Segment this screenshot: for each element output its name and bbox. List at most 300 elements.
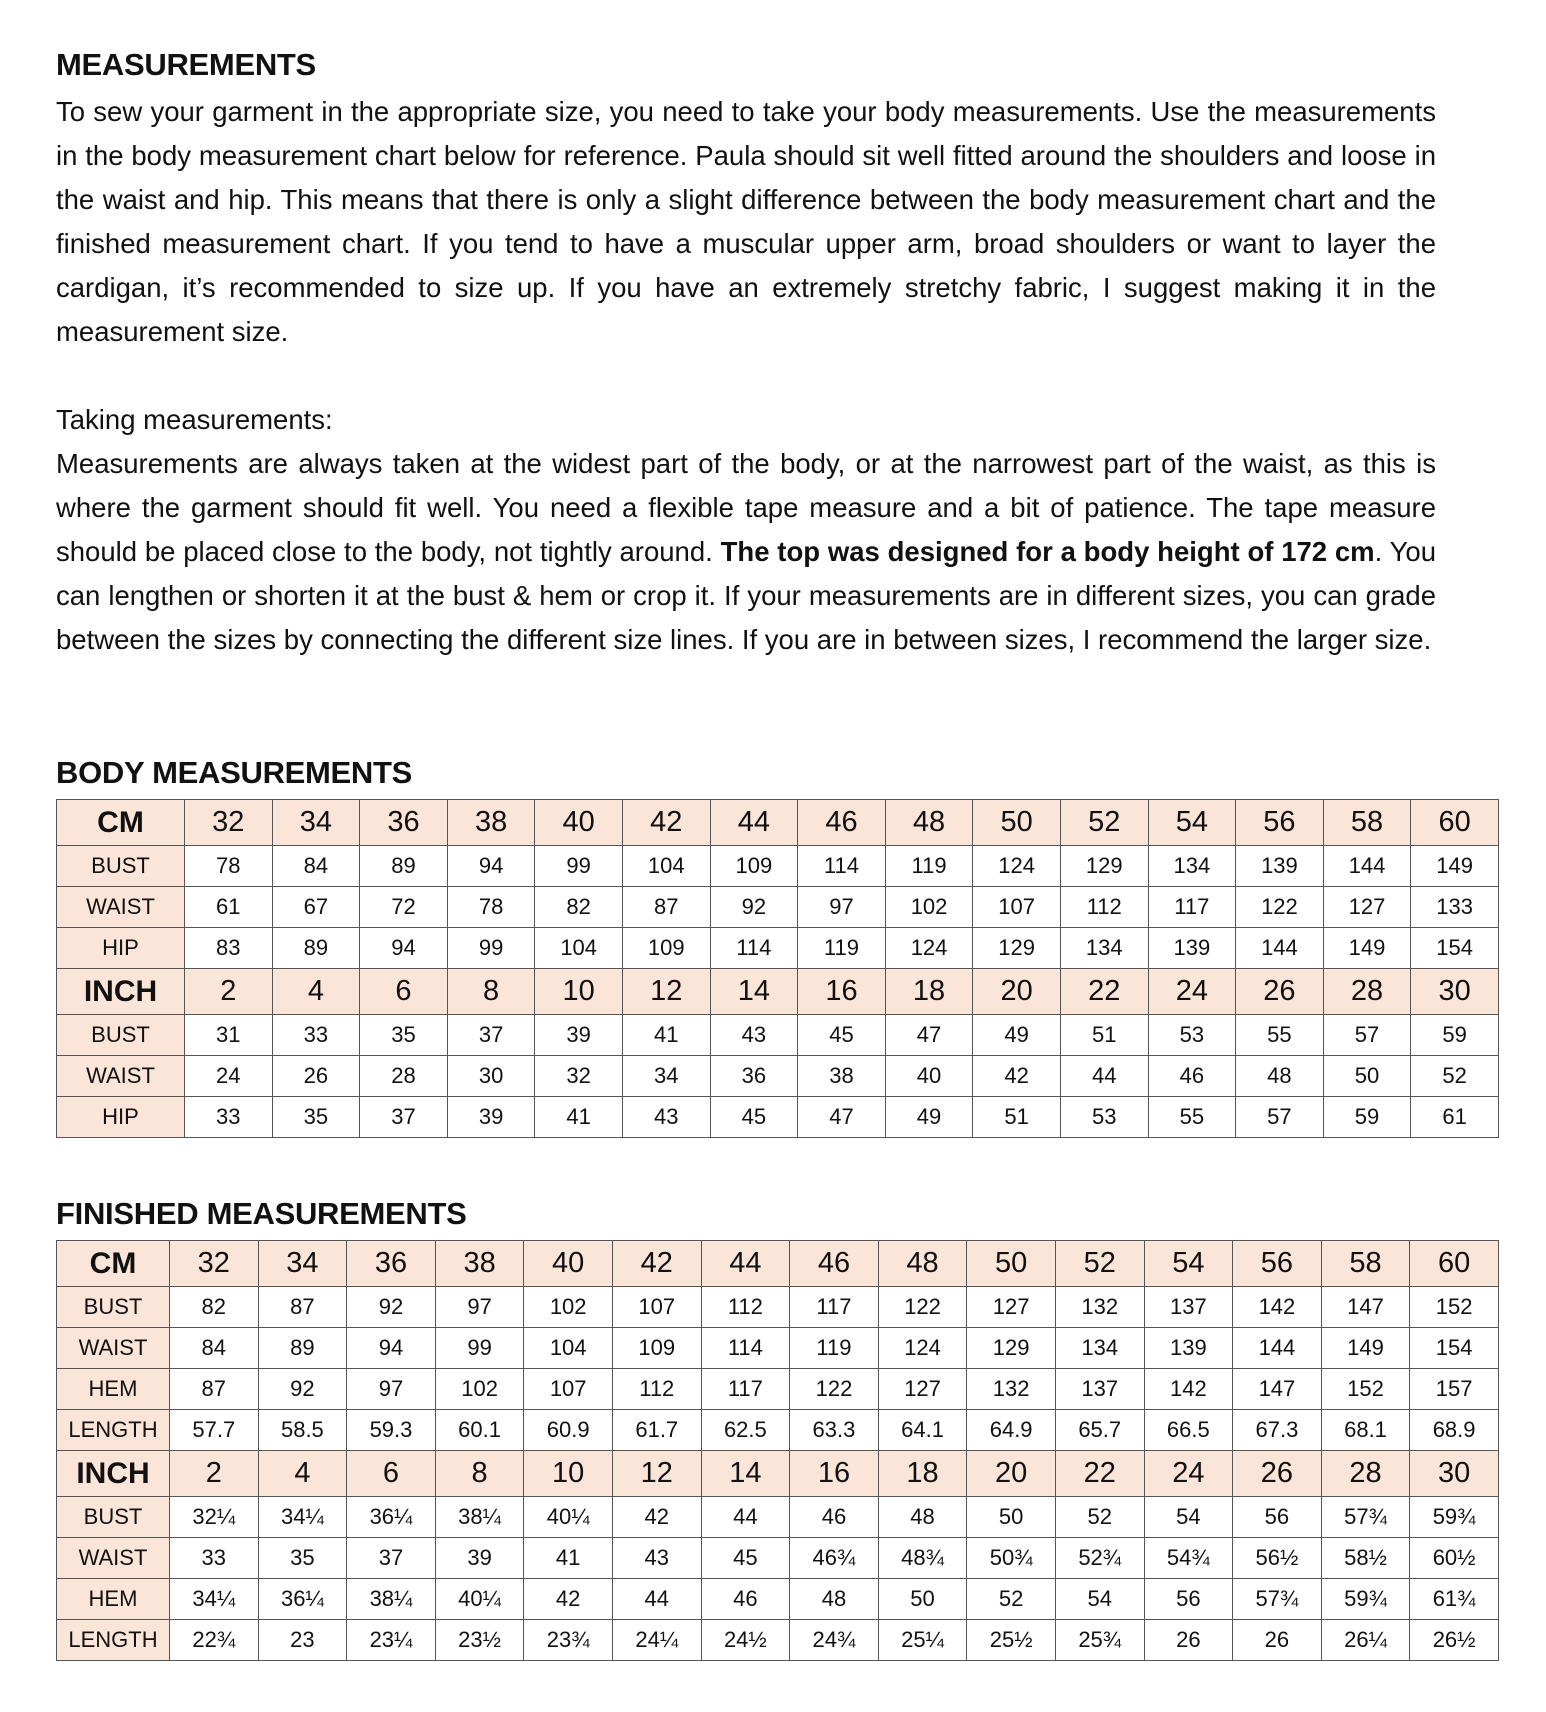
row-label: BUST (57, 1497, 170, 1538)
size-cell: 30 (1411, 969, 1499, 1015)
size-cell: 38 (447, 800, 535, 846)
measure-row-length-inch (57, 1620, 1499, 1661)
value-cell: 44 (701, 1497, 790, 1538)
measure-row-hem-inch (57, 1579, 1499, 1620)
size-cell: 44 (701, 1241, 790, 1287)
value-cell: 58.5 (258, 1410, 347, 1451)
value-cell: 62.5 (701, 1410, 790, 1451)
value-cell: 67 (272, 887, 360, 928)
value-cell: 117 (701, 1369, 790, 1410)
size-cell: 50 (967, 1241, 1056, 1287)
value-cell: 46 (1148, 1056, 1236, 1097)
value-cell: 48 (878, 1497, 967, 1538)
size-cell: 10 (524, 1451, 613, 1497)
value-cell: 109 (612, 1328, 701, 1369)
value-cell: 43 (622, 1097, 710, 1138)
row-label: WAIST (57, 1056, 185, 1097)
value-cell: 134 (1060, 928, 1148, 969)
value-cell: 59 (1323, 1097, 1411, 1138)
value-cell: 24¼ (612, 1620, 701, 1661)
value-cell: 40¼ (524, 1497, 613, 1538)
value-cell: 134 (1148, 846, 1236, 887)
value-cell: 102 (885, 887, 973, 928)
value-cell: 137 (1055, 1369, 1144, 1410)
value-cell: 127 (878, 1369, 967, 1410)
value-cell: 104 (524, 1328, 613, 1369)
value-cell: 22¾ (170, 1620, 259, 1661)
value-cell: 60.1 (435, 1410, 524, 1451)
value-cell: 83 (185, 928, 273, 969)
value-cell: 92 (710, 887, 798, 928)
value-cell: 84 (272, 846, 360, 887)
value-cell: 23 (258, 1620, 347, 1661)
value-cell: 59¾ (1321, 1579, 1410, 1620)
size-header-row-cm (57, 1241, 1499, 1287)
size-cell: 14 (710, 969, 798, 1015)
value-cell: 57.7 (170, 1410, 259, 1451)
value-cell: 87 (258, 1287, 347, 1328)
value-cell: 25½ (967, 1620, 1056, 1661)
size-cell: 2 (170, 1451, 259, 1497)
measure-row-hip-inch (57, 1097, 1499, 1138)
size-cell: 54 (1148, 800, 1236, 846)
size-cell: 8 (435, 1451, 524, 1497)
value-cell: 139 (1144, 1328, 1233, 1369)
value-cell: 147 (1321, 1287, 1410, 1328)
value-cell: 99 (447, 928, 535, 969)
value-cell: 139 (1236, 846, 1324, 887)
value-cell: 87 (170, 1369, 259, 1410)
size-cell: 34 (258, 1241, 347, 1287)
value-cell: 35 (360, 1015, 448, 1056)
size-cell: 50 (973, 800, 1061, 846)
value-cell: 154 (1411, 928, 1499, 969)
value-cell: 44 (1060, 1056, 1148, 1097)
measure-row-waist-inch (57, 1056, 1499, 1097)
size-cell: 56 (1233, 1241, 1322, 1287)
value-cell: 129 (973, 928, 1061, 969)
size-cell: 12 (622, 969, 710, 1015)
value-cell: 64.9 (967, 1410, 1056, 1451)
size-cell: 54 (1144, 1241, 1233, 1287)
value-cell: 144 (1323, 846, 1411, 887)
unit-label-cm: CM (57, 800, 185, 846)
size-cell: 60 (1411, 800, 1499, 846)
size-cell: 58 (1323, 800, 1411, 846)
value-cell: 61.7 (612, 1410, 701, 1451)
value-cell: 51 (973, 1097, 1061, 1138)
value-cell: 78 (447, 887, 535, 928)
value-cell: 42 (524, 1579, 613, 1620)
value-cell: 37 (447, 1015, 535, 1056)
value-cell: 139 (1148, 928, 1236, 969)
size-cell: 42 (622, 800, 710, 846)
value-cell: 49 (973, 1015, 1061, 1056)
value-cell: 149 (1321, 1328, 1410, 1369)
value-cell: 51 (1060, 1015, 1148, 1056)
row-label: WAIST (57, 1538, 170, 1579)
value-cell: 53 (1148, 1015, 1236, 1056)
size-cell: 4 (272, 969, 360, 1015)
value-cell: 26 (272, 1056, 360, 1097)
value-cell: 54 (1144, 1497, 1233, 1538)
value-cell: 41 (535, 1097, 623, 1138)
value-cell: 35 (272, 1097, 360, 1138)
row-label: LENGTH (57, 1410, 170, 1451)
value-cell: 50 (967, 1497, 1056, 1538)
value-cell: 137 (1144, 1287, 1233, 1328)
size-cell: 32 (185, 800, 273, 846)
row-label: HIP (57, 928, 185, 969)
row-label: BUST (57, 1287, 170, 1328)
value-cell: 56 (1233, 1497, 1322, 1538)
value-cell: 42 (973, 1056, 1061, 1097)
size-cell: 28 (1323, 969, 1411, 1015)
value-cell: 59.3 (347, 1410, 436, 1451)
value-cell: 26 (1233, 1620, 1322, 1661)
size-cell: 46 (798, 800, 886, 846)
size-cell: 10 (535, 969, 623, 1015)
value-cell: 55 (1236, 1015, 1324, 1056)
size-cell: 32 (170, 1241, 259, 1287)
size-cell: 44 (710, 800, 798, 846)
row-label: LENGTH (57, 1620, 170, 1661)
value-cell: 30 (447, 1056, 535, 1097)
size-cell: 20 (973, 969, 1061, 1015)
value-cell: 59 (1411, 1015, 1499, 1056)
size-cell: 60 (1410, 1241, 1499, 1287)
value-cell: 127 (1323, 887, 1411, 928)
value-cell: 53 (1060, 1097, 1148, 1138)
value-cell: 134 (1055, 1328, 1144, 1369)
measure-row-bust-cm (57, 1287, 1499, 1328)
value-cell: 147 (1233, 1369, 1322, 1410)
value-cell: 114 (701, 1328, 790, 1369)
value-cell: 109 (622, 928, 710, 969)
value-cell: 149 (1323, 928, 1411, 969)
value-cell: 24½ (701, 1620, 790, 1661)
value-cell: 107 (612, 1287, 701, 1328)
value-cell: 61¾ (1410, 1579, 1499, 1620)
value-cell: 124 (878, 1328, 967, 1369)
value-cell: 24¾ (790, 1620, 879, 1661)
value-cell: 57¾ (1321, 1497, 1410, 1538)
value-cell: 52 (1411, 1056, 1499, 1097)
value-cell: 99 (535, 846, 623, 887)
value-cell: 104 (535, 928, 623, 969)
value-cell: 31 (185, 1015, 273, 1056)
measure-row-length-cm (57, 1410, 1499, 1451)
value-cell: 94 (447, 846, 535, 887)
value-cell: 89 (272, 928, 360, 969)
value-cell: 23¾ (524, 1620, 613, 1661)
size-cell: 6 (360, 969, 448, 1015)
value-cell: 117 (790, 1287, 879, 1328)
value-cell: 25¾ (1055, 1620, 1144, 1661)
value-cell: 35 (258, 1538, 347, 1579)
value-cell: 45 (798, 1015, 886, 1056)
value-cell: 48 (790, 1579, 879, 1620)
value-cell: 38¼ (347, 1579, 436, 1620)
value-cell: 38¼ (435, 1497, 524, 1538)
value-cell: 39 (447, 1097, 535, 1138)
value-cell: 41 (622, 1015, 710, 1056)
value-cell: 38 (798, 1056, 886, 1097)
value-cell: 24 (185, 1056, 273, 1097)
value-cell: 25¼ (878, 1620, 967, 1661)
size-cell: 30 (1410, 1451, 1499, 1497)
value-cell: 133 (1411, 887, 1499, 928)
value-cell: 33 (170, 1538, 259, 1579)
finished-measurements-title: FINISHED MEASUREMENTS (56, 1196, 467, 1231)
value-cell: 50¾ (967, 1538, 1056, 1579)
value-cell: 61 (1411, 1097, 1499, 1138)
value-cell: 72 (360, 887, 448, 928)
size-cell: 48 (878, 1241, 967, 1287)
value-cell: 54¾ (1144, 1538, 1233, 1579)
size-cell: 46 (790, 1241, 879, 1287)
measure-row-waist-cm (57, 887, 1499, 928)
value-cell: 102 (435, 1369, 524, 1410)
value-cell: 47 (798, 1097, 886, 1138)
size-cell: 42 (612, 1241, 701, 1287)
value-cell: 50 (1323, 1056, 1411, 1097)
value-cell: 52¾ (1055, 1538, 1144, 1579)
size-cell: 18 (885, 969, 973, 1015)
size-cell: 16 (790, 1451, 879, 1497)
size-cell: 24 (1144, 1451, 1233, 1497)
value-cell: 132 (1055, 1287, 1144, 1328)
taking-text-part-1: Measurements are always taken at the widest part of the body, or at the narrowest part of the waist, as this is where the garment should fit well. You need a flexible tape measure and a bit of patience. The tape measure should be placed close to the body, not tightly around. (56, 448, 1436, 567)
value-cell: 57¾ (1233, 1579, 1322, 1620)
size-cell: 26 (1233, 1451, 1322, 1497)
value-cell: 84 (170, 1328, 259, 1369)
value-cell: 142 (1233, 1287, 1322, 1328)
value-cell: 43 (710, 1015, 798, 1056)
value-cell: 152 (1410, 1287, 1499, 1328)
size-cell: 38 (435, 1241, 524, 1287)
value-cell: 68.9 (1410, 1410, 1499, 1451)
value-cell: 47 (885, 1015, 973, 1056)
value-cell: 36¼ (347, 1497, 436, 1538)
size-cell: 22 (1055, 1451, 1144, 1497)
value-cell: 92 (347, 1287, 436, 1328)
value-cell: 40¼ (435, 1579, 524, 1620)
row-label: WAIST (57, 887, 185, 928)
value-cell: 122 (790, 1369, 879, 1410)
value-cell: 34¼ (170, 1579, 259, 1620)
value-cell: 112 (612, 1369, 701, 1410)
size-cell: 12 (612, 1451, 701, 1497)
value-cell: 152 (1321, 1369, 1410, 1410)
size-cell: 56 (1236, 800, 1324, 846)
size-cell: 58 (1321, 1241, 1410, 1287)
size-cell: 18 (878, 1451, 967, 1497)
value-cell: 124 (973, 846, 1061, 887)
value-cell: 49 (885, 1097, 973, 1138)
size-header-row-inch (57, 969, 1499, 1015)
row-label: HEM (57, 1369, 170, 1410)
value-cell: 122 (878, 1287, 967, 1328)
value-cell: 109 (710, 846, 798, 887)
size-cell: 52 (1060, 800, 1148, 846)
value-cell: 23½ (435, 1620, 524, 1661)
value-cell: 56 (1144, 1579, 1233, 1620)
value-cell: 129 (1060, 846, 1148, 887)
value-cell: 154 (1410, 1328, 1499, 1369)
taking-measurements-text (56, 442, 1436, 662)
value-cell: 33 (185, 1097, 273, 1138)
row-label: WAIST (57, 1328, 170, 1369)
measurements-title: MEASUREMENTS (56, 47, 316, 82)
value-cell: 119 (798, 928, 886, 969)
value-cell: 119 (790, 1328, 879, 1369)
size-cell: 36 (347, 1241, 436, 1287)
size-cell: 16 (798, 969, 886, 1015)
taking-text-part-2: . You can lengthen or shorten it at the bust & hem or crop it. If your measurements are in different sizes, you can grade between the sizes by connecting the different size lines. If you are in between sizes, I recommend the larger size. (56, 536, 1436, 655)
value-cell: 114 (710, 928, 798, 969)
size-cell: 24 (1148, 969, 1236, 1015)
value-cell: 104 (622, 846, 710, 887)
size-cell: 20 (967, 1451, 1056, 1497)
value-cell: 26¼ (1321, 1620, 1410, 1661)
unit-label-inch: INCH (57, 969, 185, 1015)
value-cell: 99 (435, 1328, 524, 1369)
value-cell: 92 (258, 1369, 347, 1410)
value-cell: 39 (535, 1015, 623, 1056)
size-cell: 36 (360, 800, 448, 846)
value-cell: 94 (360, 928, 448, 969)
size-cell: 22 (1060, 969, 1148, 1015)
size-cell: 28 (1321, 1451, 1410, 1497)
value-cell: 94 (347, 1328, 436, 1369)
value-cell: 89 (258, 1328, 347, 1369)
value-cell: 127 (967, 1287, 1056, 1328)
value-cell: 57 (1323, 1015, 1411, 1056)
measure-row-hem-cm (57, 1369, 1499, 1410)
value-cell: 149 (1411, 846, 1499, 887)
size-cell: 4 (258, 1451, 347, 1497)
taking-measurements-heading: Taking measurements: (56, 404, 333, 435)
value-cell: 67.3 (1233, 1410, 1322, 1451)
value-cell: 97 (435, 1287, 524, 1328)
value-cell: 61 (185, 887, 273, 928)
row-label: BUST (57, 846, 185, 887)
row-label: HIP (57, 1097, 185, 1138)
value-cell: 102 (524, 1287, 613, 1328)
value-cell: 117 (1148, 887, 1236, 928)
value-cell: 112 (1060, 887, 1148, 928)
value-cell: 46 (701, 1579, 790, 1620)
value-cell: 36¼ (258, 1579, 347, 1620)
value-cell: 157 (1410, 1369, 1499, 1410)
value-cell: 39 (435, 1538, 524, 1579)
value-cell: 63.3 (790, 1410, 879, 1451)
value-cell: 44 (612, 1579, 701, 1620)
value-cell: 124 (885, 928, 973, 969)
value-cell: 97 (347, 1369, 436, 1410)
value-cell: 64.1 (878, 1410, 967, 1451)
value-cell: 107 (973, 887, 1061, 928)
size-cell: 8 (447, 969, 535, 1015)
value-cell: 48 (1236, 1056, 1324, 1097)
value-cell: 52 (967, 1579, 1056, 1620)
value-cell: 144 (1233, 1328, 1322, 1369)
measure-row-waist-inch (57, 1538, 1499, 1579)
size-cell: 40 (524, 1241, 613, 1287)
value-cell: 48¾ (878, 1538, 967, 1579)
value-cell: 32¼ (170, 1497, 259, 1538)
value-cell: 56½ (1233, 1538, 1322, 1579)
measure-row-hip-cm (57, 928, 1499, 969)
row-label: HEM (57, 1579, 170, 1620)
body-height-note: The top was designed for a body height of 172 cm (720, 536, 1375, 567)
value-cell: 59¾ (1410, 1497, 1499, 1538)
value-cell: 37 (360, 1097, 448, 1138)
value-cell: 78 (185, 846, 273, 887)
value-cell: 66.5 (1144, 1410, 1233, 1451)
value-cell: 45 (710, 1097, 798, 1138)
value-cell: 34¼ (258, 1497, 347, 1538)
value-cell: 60½ (1410, 1538, 1499, 1579)
value-cell: 50 (878, 1579, 967, 1620)
size-header-row-inch (57, 1451, 1499, 1497)
value-cell: 58½ (1321, 1538, 1410, 1579)
body-measurements-table (56, 799, 1499, 1138)
value-cell: 82 (170, 1287, 259, 1328)
value-cell: 132 (967, 1369, 1056, 1410)
value-cell: 46¾ (790, 1538, 879, 1579)
value-cell: 112 (701, 1287, 790, 1328)
value-cell: 142 (1144, 1369, 1233, 1410)
value-cell: 57 (1236, 1097, 1324, 1138)
value-cell: 40 (885, 1056, 973, 1097)
size-cell: 26 (1236, 969, 1324, 1015)
row-label: BUST (57, 1015, 185, 1056)
value-cell: 65.7 (1055, 1410, 1144, 1451)
value-cell: 68.1 (1321, 1410, 1410, 1451)
value-cell: 54 (1055, 1579, 1144, 1620)
value-cell: 36 (710, 1056, 798, 1097)
unit-label-inch: INCH (57, 1451, 170, 1497)
value-cell: 82 (535, 887, 623, 928)
value-cell: 43 (612, 1538, 701, 1579)
value-cell: 42 (612, 1497, 701, 1538)
value-cell: 41 (524, 1538, 613, 1579)
value-cell: 26½ (1410, 1620, 1499, 1661)
value-cell: 107 (524, 1369, 613, 1410)
measure-row-bust-inch (57, 1497, 1499, 1538)
value-cell: 60.9 (524, 1410, 613, 1451)
size-cell: 52 (1055, 1241, 1144, 1287)
measure-row-bust-inch (57, 1015, 1499, 1056)
value-cell: 55 (1148, 1097, 1236, 1138)
value-cell: 33 (272, 1015, 360, 1056)
body-measurements-title: BODY MEASUREMENTS (56, 755, 413, 790)
value-cell: 23¼ (347, 1620, 436, 1661)
size-cell: 6 (347, 1451, 436, 1497)
value-cell: 37 (347, 1538, 436, 1579)
measure-row-waist-cm (57, 1328, 1499, 1369)
value-cell: 46 (790, 1497, 879, 1538)
value-cell: 26 (1144, 1620, 1233, 1661)
size-cell: 40 (535, 800, 623, 846)
size-cell: 34 (272, 800, 360, 846)
value-cell: 144 (1236, 928, 1324, 969)
value-cell: 122 (1236, 887, 1324, 928)
finished-measurements-table (56, 1240, 1499, 1661)
size-cell: 48 (885, 800, 973, 846)
